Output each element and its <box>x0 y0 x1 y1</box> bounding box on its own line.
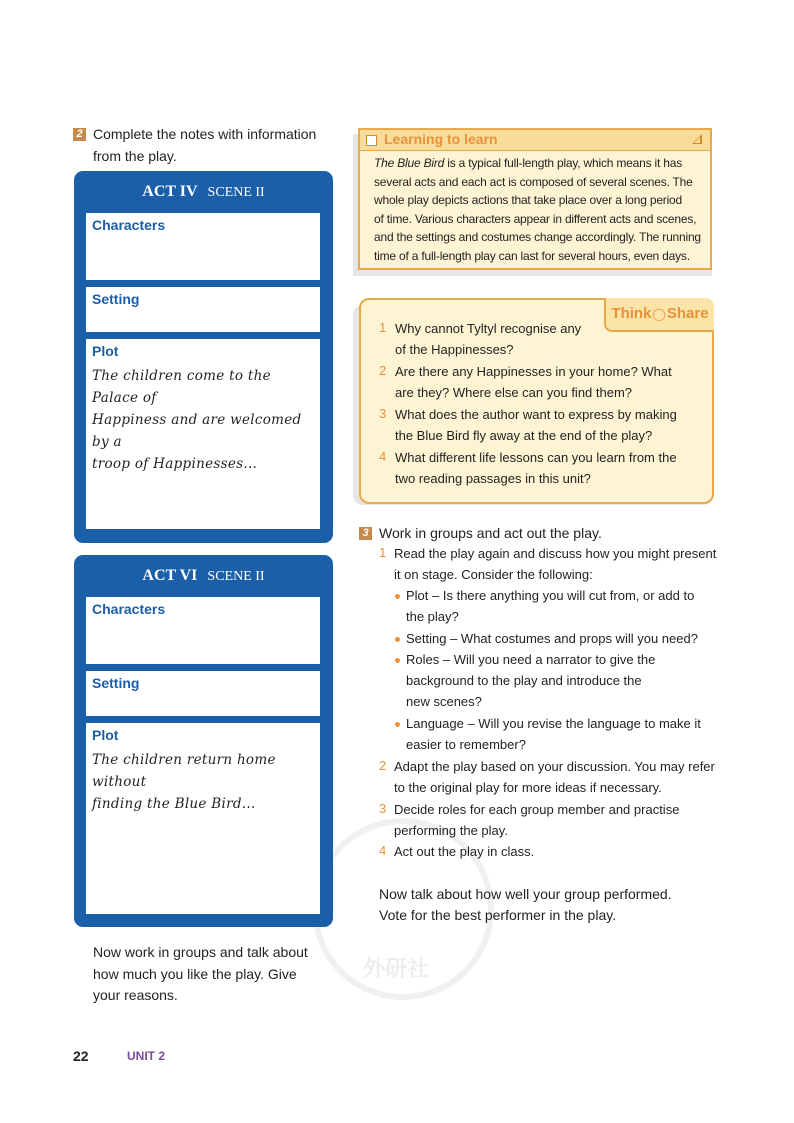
consider-setting: Setting – What costumes and props will you need? <box>406 631 698 646</box>
learning-to-learn-text: The Blue Bird is a typical full-length play, which means it has several acts and each act is composed of several scenes. The whole play depicts actions that take place over a long period of time. Various characters appear in different acts and scenes, and the settings and costumes change accordingly. The running time of a full-length play can last for several hours, even days. <box>374 156 701 263</box>
consider-roles: Roles – Will you need a narrator to give the background to the play and introduce the new scenes? <box>406 652 656 709</box>
characters-label: Characters <box>92 601 166 617</box>
question-number: 4 <box>379 449 387 464</box>
act-6-characters-box[interactable] <box>86 597 320 664</box>
lightbulb-icon: ◯ <box>652 307 666 321</box>
list-number: 2 <box>379 758 387 773</box>
exercise-3-item-1: Read the play again and discuss how you might present it on stage. Consider the following: <box>394 546 717 582</box>
act-6-plot-text: The children return home without finding the Blue Bird... <box>92 752 276 812</box>
list-number: 1 <box>379 545 387 560</box>
act-6-label: ACT VI <box>142 567 198 584</box>
share-label: Share <box>666 305 709 322</box>
exercise-2-badge: 2 <box>73 128 86 141</box>
group-discussion-instruction: Now work in groups and talk about how much you like the play. Give your reasons. <box>93 944 308 1003</box>
consider-language: Language – Will you revise the language to make it easier to remember? <box>406 716 701 752</box>
act-4-label: ACT IV <box>142 183 198 200</box>
exercise-3-item-2: Adapt the play based on your discussion. You may refer to the original play for more ideas if necessary. <box>394 759 715 795</box>
question-4: What different life lessons can you learn from the two reading passages in this unit? <box>395 450 677 486</box>
exercise-3-badge: 3 <box>359 527 372 540</box>
act-6-setting-box[interactable] <box>86 671 320 716</box>
consider-plot: Plot – Is there anything you will cut from, or add to the play? <box>406 588 695 624</box>
page-number: 22 <box>73 1048 89 1064</box>
list-number: 3 <box>379 801 387 816</box>
plot-label: Plot <box>92 343 119 359</box>
act-6-panel <box>74 555 333 927</box>
think-share-box <box>359 298 714 504</box>
bullet-icon <box>395 637 400 642</box>
setting-label: Setting <box>92 675 140 691</box>
setting-label: Setting <box>92 291 140 307</box>
exercise-3-item-4: Act out the play in class. <box>394 844 535 859</box>
act-6-title <box>74 567 333 585</box>
think-share-tab <box>604 298 714 332</box>
play-title: The Blue Bird <box>374 156 445 170</box>
characters-label: Characters <box>92 217 166 233</box>
list-number: 4 <box>379 843 387 858</box>
learning-to-learn-box <box>358 128 712 270</box>
learning-to-learn-header <box>360 130 710 151</box>
plot-label: Plot <box>92 727 119 743</box>
act-4-title <box>74 183 333 201</box>
act-4-setting-box[interactable] <box>86 287 320 332</box>
learning-to-learn-title: Learning to learn <box>384 131 498 147</box>
bullet-icon <box>395 722 400 727</box>
bullet-icon <box>395 594 400 599</box>
unit-label: UNIT 2 <box>127 1049 166 1063</box>
question-3: What does the author want to express by making the Blue Bird fly away at the end of the play? <box>395 407 677 443</box>
act-4-characters-box[interactable] <box>86 213 320 280</box>
exercise-3-reflection: Now talk about how well your group performed. Vote for the best performer in the play. <box>379 886 672 923</box>
question-number: 3 <box>379 406 387 421</box>
act-4-panel <box>74 171 333 543</box>
checkbox-square-icon <box>366 135 377 146</box>
watermark-text: 外研社 <box>363 956 430 981</box>
question-number: 2 <box>379 363 387 378</box>
act-4-plot-text: The children come to the Palace of Happiness and are welcomed by a troop of Happinesses... <box>92 368 302 472</box>
act-4-plot-box[interactable] <box>86 339 320 529</box>
exercise-3-instruction: Work in groups and act out the play. <box>379 525 602 541</box>
exercise-2-instruction: Complete the notes with information from the play. <box>93 126 317 164</box>
think-label: Think <box>611 305 652 322</box>
question-2: Are there any Happinesses in your home? What are they? Where else can you find them? <box>395 364 672 400</box>
act-6-plot-box[interactable] <box>86 723 320 914</box>
act-4-scene: SCENE II <box>207 185 265 200</box>
question-number: 1 <box>379 320 387 335</box>
bullet-icon <box>395 658 400 663</box>
question-1: Why cannot Tyltyl recognise any of the Happinesses? <box>395 321 582 357</box>
exercise-3-item-3: Decide roles for each group member and practise performing the play. <box>394 802 680 838</box>
act-6-scene: SCENE II <box>207 569 265 584</box>
